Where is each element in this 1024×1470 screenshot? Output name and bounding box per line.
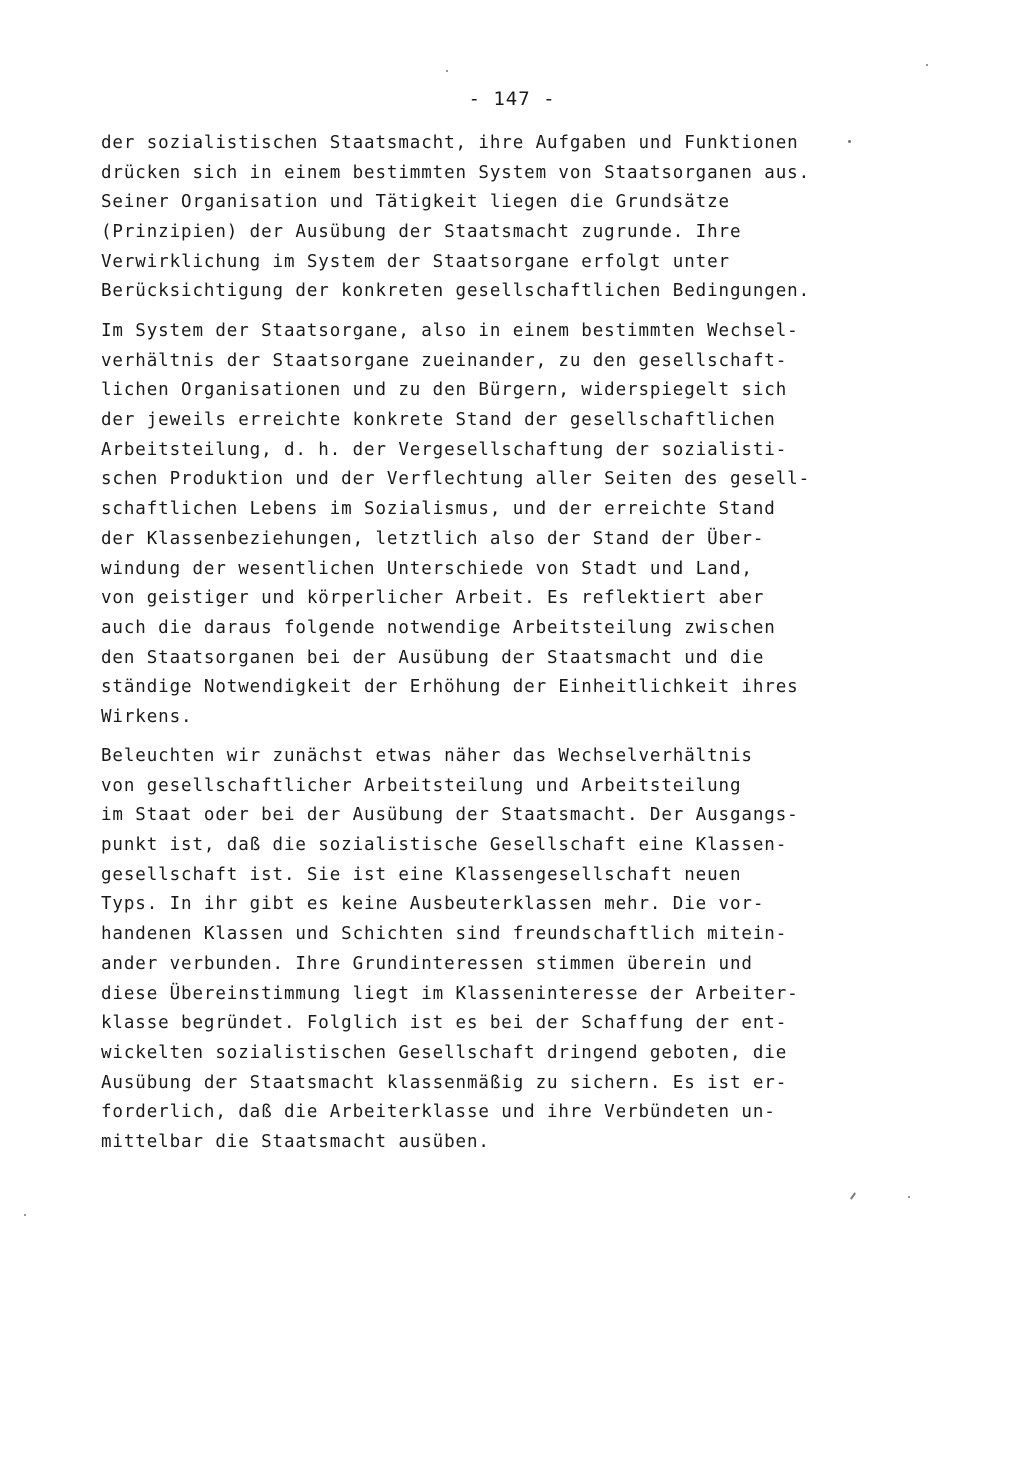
text-line: wickelten sozialistischen Gesellschaft dringend geboten, die xyxy=(101,1042,788,1063)
text-line: Berücksichtigung der konkreten gesellschaftlichen Bedingungen. xyxy=(101,281,811,302)
text-line: im Staat oder bei der Ausübung der Staatsmacht. Der Ausgangs- xyxy=(101,805,799,826)
text-line: diese Übereinstimmung liegt im Klasseninteresse der Arbeiter- xyxy=(101,983,799,1004)
text-line: drücken sich in einem bestimmten System von Staatsorganen aus. xyxy=(101,162,811,183)
text-line: auch die daraus folgende notwendige Arbeitsteilung zwischen xyxy=(101,617,776,638)
text-line: forderlich, daß die Arbeiterklasse und ihre Verbündeten un- xyxy=(101,1102,776,1123)
text-line: klasse begründet. Folglich ist es bei der Schaffung der ent- xyxy=(101,1013,788,1034)
scan-speck xyxy=(24,1214,26,1216)
scan-speck xyxy=(908,1196,910,1198)
scan-speck xyxy=(850,1192,856,1200)
paragraph-3 xyxy=(101,742,881,1158)
text-line: punkt ist, daß die sozialistische Gesellschaft eine Klassen- xyxy=(101,835,788,856)
page-number: - 147 - xyxy=(468,88,556,110)
text-line: von geistiger und körperlicher Arbeit. Es reflektiert aber xyxy=(101,588,765,609)
paragraph-1 xyxy=(101,129,881,307)
text-line: handenen Klassen und Schichten sind freundschaftlich mitein- xyxy=(101,924,788,945)
text-line: den Staatsorganen bei der Ausübung der Staatsmacht und die xyxy=(101,647,765,668)
text-line: Verwirklichung im System der Staatsorgane erfolgt unter xyxy=(101,251,730,272)
text-line: ständige Notwendigkeit der Erhöhung der Einheitlichkeit ihres xyxy=(101,677,799,698)
text-line: der jeweils erreichte konkrete Stand der gesellschaftlichen xyxy=(101,410,776,431)
text-line: der sozialistischen Staatsmacht, ihre Aufgaben und Funktionen xyxy=(101,133,799,153)
text-line: (Prinzipien) der Ausübung der Staatsmacht zugrunde. Ihre xyxy=(101,222,742,243)
text-line: windung der wesentlichen Unterschiede von Stadt und Land, xyxy=(101,558,753,579)
text-line: lichen Organisationen und zu den Bürgern, widerspiegelt sich xyxy=(101,380,788,401)
text-line: gesellschaft ist. Sie ist eine Klassengesellschaft neuen xyxy=(101,864,742,885)
paragraph-2 xyxy=(101,317,881,733)
scan-speck xyxy=(926,64,928,66)
text-line: schaftlichen Lebens im Sozialismus, und der erreichte Stand xyxy=(101,499,776,520)
text-line: Ausübung der Staatsmacht klassenmäßig zu sichern. Es ist er- xyxy=(101,1072,788,1093)
scan-speck xyxy=(446,70,448,72)
text-line: mittelbar die Staatsmacht ausüben. xyxy=(101,1131,490,1152)
text-line: ander verbunden. Ihre Grundinteressen stimmen überein und xyxy=(101,953,753,974)
text-line: Im System der Staatsorgane, also in einem bestimmten Wechsel- xyxy=(101,321,799,341)
text-line: Seiner Organisation und Tätigkeit liegen die Grundsätze xyxy=(101,192,730,213)
text-line: der Klassenbeziehungen, letztlich also der Stand der Über- xyxy=(101,528,765,549)
text-line: schen Produktion und der Verflechtung aller Seiten des gesell- xyxy=(101,469,811,490)
text-line: verhältnis der Staatsorgane zueinander, zu den gesellschaft- xyxy=(101,350,788,371)
text-line: Wirkens. xyxy=(101,706,193,727)
text-line: Arbeitsteilung, d. h. der Vergesellschaftung der sozialisti- xyxy=(101,439,788,460)
text-line: Typs. In ihr gibt es keine Ausbeuterklassen mehr. Die vor- xyxy=(101,894,765,915)
text-line: von gesellschaftlicher Arbeitsteilung und Arbeitsteilung xyxy=(101,775,742,796)
scan-speck xyxy=(848,140,851,143)
text-line: Beleuchten wir zunächst etwas näher das Wechselverhältnis xyxy=(101,746,753,766)
